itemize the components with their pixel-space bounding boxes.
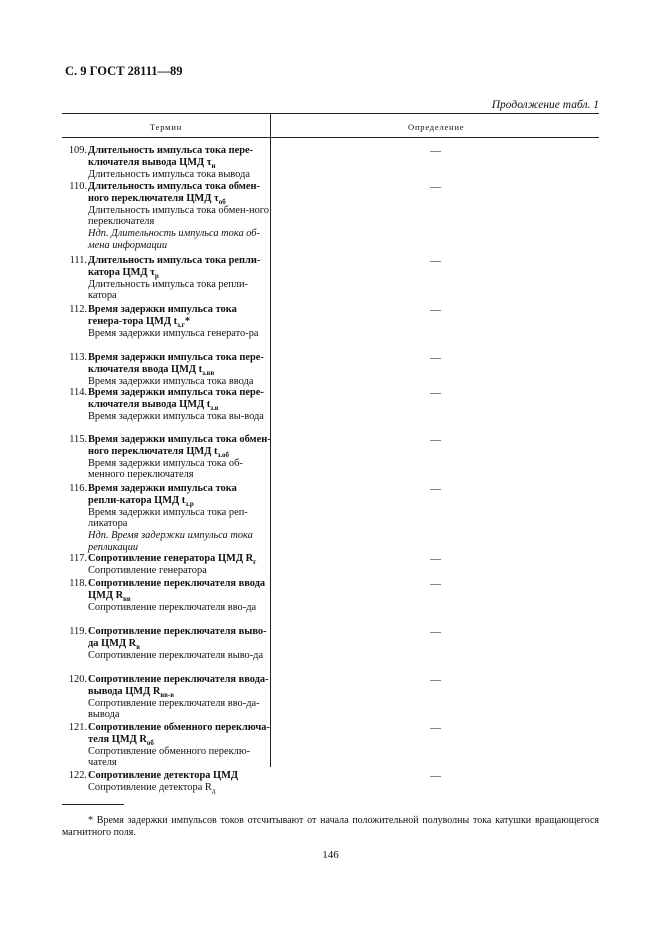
definition-dash: —: [430, 674, 441, 686]
term-title: [88, 770, 271, 782]
term-title-text: Длительность импульса тока репли-катора ЦМД τ: [88, 255, 261, 278]
term-symbol-subscript: в: [136, 642, 140, 651]
term-title-text: Время задержки импульса тока репли-катора ЦМД t: [88, 483, 237, 506]
term-number: 115.: [69, 434, 87, 445]
definition-dash: —: [430, 626, 441, 638]
term-symbol-subscript: з.об: [217, 450, 230, 459]
definition-dash: —: [430, 255, 441, 267]
term-number: 118.: [69, 578, 87, 589]
footnote-rule: [62, 804, 124, 805]
term-short-form: [88, 169, 271, 181]
term-short-form-text: Длительность импульса тока вывода: [88, 168, 250, 180]
term-number: 117.: [69, 553, 87, 564]
page-header: С. 9 ГОСТ 28111—89: [65, 64, 183, 78]
term-symbol-subscript: вв-в: [160, 690, 175, 699]
term-symbol-subscript: вв: [123, 594, 131, 603]
term-number: 114.: [69, 387, 87, 398]
definition-dash: —: [430, 722, 441, 734]
term-title-text: Длительность импульса тока пере-ключателя вывода ЦМД τ: [88, 145, 254, 168]
term-short-form-text: Время задержки импульса генерато-ра: [88, 327, 259, 339]
term-entry: [66, 181, 271, 252]
definition-dash: —: [430, 553, 441, 565]
term-short-form: [88, 328, 271, 340]
page-number: 146: [322, 849, 339, 861]
term-symbol-subscript: об: [146, 738, 154, 747]
term-entry: [66, 483, 271, 554]
term-title: [88, 483, 271, 507]
term-short-form: [88, 376, 271, 388]
term-title-text: Сопротивление генератора ЦМД R: [88, 553, 254, 564]
term-short-form-text: Сопротивление переключателя вво-да-вывода: [88, 697, 260, 721]
term-title: [88, 674, 271, 698]
term-symbol-subscript: и: [211, 161, 216, 170]
term-short-form-text: Время задержки импульса тока ввода: [88, 375, 254, 387]
term-number: 121.: [68, 722, 87, 733]
term-title-text: Время задержки импульса тока генера-тора ЦМД t: [88, 304, 237, 327]
term-short-form: [88, 746, 271, 770]
term-title: [88, 578, 271, 602]
term-entry: [66, 578, 271, 613]
term-title-text: Длительность импульса тока обмен-ного переключателя ЦМД τ: [88, 181, 260, 204]
term-number: 111.: [69, 255, 87, 266]
term-entry: [66, 304, 271, 339]
column-header-definition: Определение: [408, 122, 465, 132]
definition-dash: —: [430, 770, 441, 782]
term-entry: [66, 553, 271, 577]
term-short-form: [88, 411, 271, 423]
term-short-form-subscript: д: [211, 786, 216, 795]
definition-dash: —: [430, 145, 441, 157]
definition-dash: —: [430, 352, 441, 364]
term-number: 112.: [69, 304, 87, 315]
term-number: 119.: [69, 626, 87, 637]
term-title: [88, 255, 271, 279]
table-top-rule: [62, 113, 599, 114]
definition-dash: —: [430, 181, 441, 193]
term-short-form: [88, 279, 271, 303]
term-short-form: [88, 602, 271, 614]
term-symbol-subscript: з.в: [210, 403, 219, 412]
term-entry: [66, 387, 271, 422]
term-short-form: [88, 698, 271, 722]
definition-dash: —: [430, 578, 441, 590]
term-title-text: Время задержки импульса тока пере-ключателя вывода ЦМД t: [88, 387, 264, 410]
term-entry: [66, 674, 271, 721]
term-symbol-suffix: *: [184, 315, 191, 327]
term-short-form-text: Сопротивление генератора: [88, 564, 207, 576]
table-header-rule: [62, 137, 599, 138]
term-entry: [66, 145, 271, 180]
term-deprecated: Ндп. Время задержки импульса тока репликации: [88, 530, 253, 553]
term-title: [88, 387, 271, 411]
term-short-form-text: Длительность импульса тока обмен-ного переключателя: [88, 204, 269, 228]
term-number: 113.: [69, 352, 87, 363]
term-short-form-text: Сопротивление переключателя вво-да: [88, 601, 257, 613]
term-title-text: Сопротивление переключателя ввода-вывода ЦМД R: [88, 674, 269, 697]
footnote: * Время задержки импульсов токов отсчитывают от начала положительной полуволны тока катушки вращающегося магнитного поля.: [62, 815, 599, 838]
term-number: 120.: [68, 674, 87, 685]
term-number: 116.: [69, 483, 87, 494]
definition-dash: —: [430, 387, 441, 399]
term-short-form-text: Сопротивление обменного переклю-чателя: [88, 745, 251, 769]
term-symbol-subscript: р: [154, 271, 159, 280]
term-entry: [66, 255, 271, 302]
term-symbol-subscript: з.вв: [202, 368, 215, 377]
term-title-text: Время задержки импульса тока пере-ключателя ввода ЦМД t: [88, 352, 264, 375]
term-title-text: Время задержки импульса тока обмен-ного переключателя ЦМД t: [88, 434, 271, 457]
term-short-form: [88, 458, 271, 482]
term-title: [88, 304, 271, 328]
term-symbol-subscript: об: [218, 197, 226, 206]
term-symbol-subscript: з.г: [177, 320, 185, 329]
term-number: 110.: [69, 181, 87, 192]
term-short-form-text: Время задержки импульса тока об-менного переключателя: [88, 457, 243, 481]
term-short-form-text: Время задержки импульса тока вы-вода: [88, 410, 264, 422]
term-entry: [66, 626, 271, 661]
term-title-text: Сопротивление переключателя ввода ЦМД R: [88, 578, 266, 601]
term-short-form-text: Сопротивление переключателя выво-да: [88, 649, 264, 661]
definition-dash: —: [430, 434, 441, 446]
term-entry: [66, 434, 271, 481]
term-title: [88, 626, 271, 650]
term-title: [88, 722, 271, 746]
table-continuation-label: Продолжение табл. 1: [491, 99, 599, 111]
term-title-text: Сопротивление обменного переключа-теля ЦМД R: [88, 722, 270, 745]
term-title: [88, 352, 271, 376]
term-title: [88, 145, 271, 169]
term-symbol-subscript: з.р: [185, 499, 194, 508]
term-short-form-text: Сопротивление детектора R: [88, 781, 212, 793]
term-short-form: [88, 507, 271, 531]
term-entry: [66, 770, 271, 794]
term-short-form: [88, 565, 271, 577]
term-number: 122.: [68, 770, 87, 781]
column-header-term: Термин: [150, 122, 183, 132]
term-symbol-subscript: г: [253, 558, 257, 567]
term-title: [88, 434, 271, 458]
definition-dash: —: [430, 304, 441, 316]
term-short-form: [88, 782, 271, 794]
term-entry: [66, 722, 271, 769]
term-entry: [66, 352, 271, 387]
term-short-form-text: Длительность импульса тока репли-катора: [88, 278, 248, 302]
term-title-text: Сопротивление детектора ЦМД: [88, 770, 239, 781]
term-short-form: [88, 650, 271, 662]
term-short-form: [88, 205, 271, 229]
definition-dash: —: [430, 483, 441, 495]
term-deprecated: Ндп. Длительность импульса тока об-мена информации: [88, 228, 260, 251]
term-title: [88, 553, 271, 565]
term-title: [88, 181, 271, 205]
term-title-text: Сопротивление переключателя выво-да ЦМД R: [88, 626, 267, 649]
term-short-form-text: Время задержки импульса тока реп-ликатора: [88, 506, 248, 530]
term-number: 109.: [68, 145, 87, 156]
